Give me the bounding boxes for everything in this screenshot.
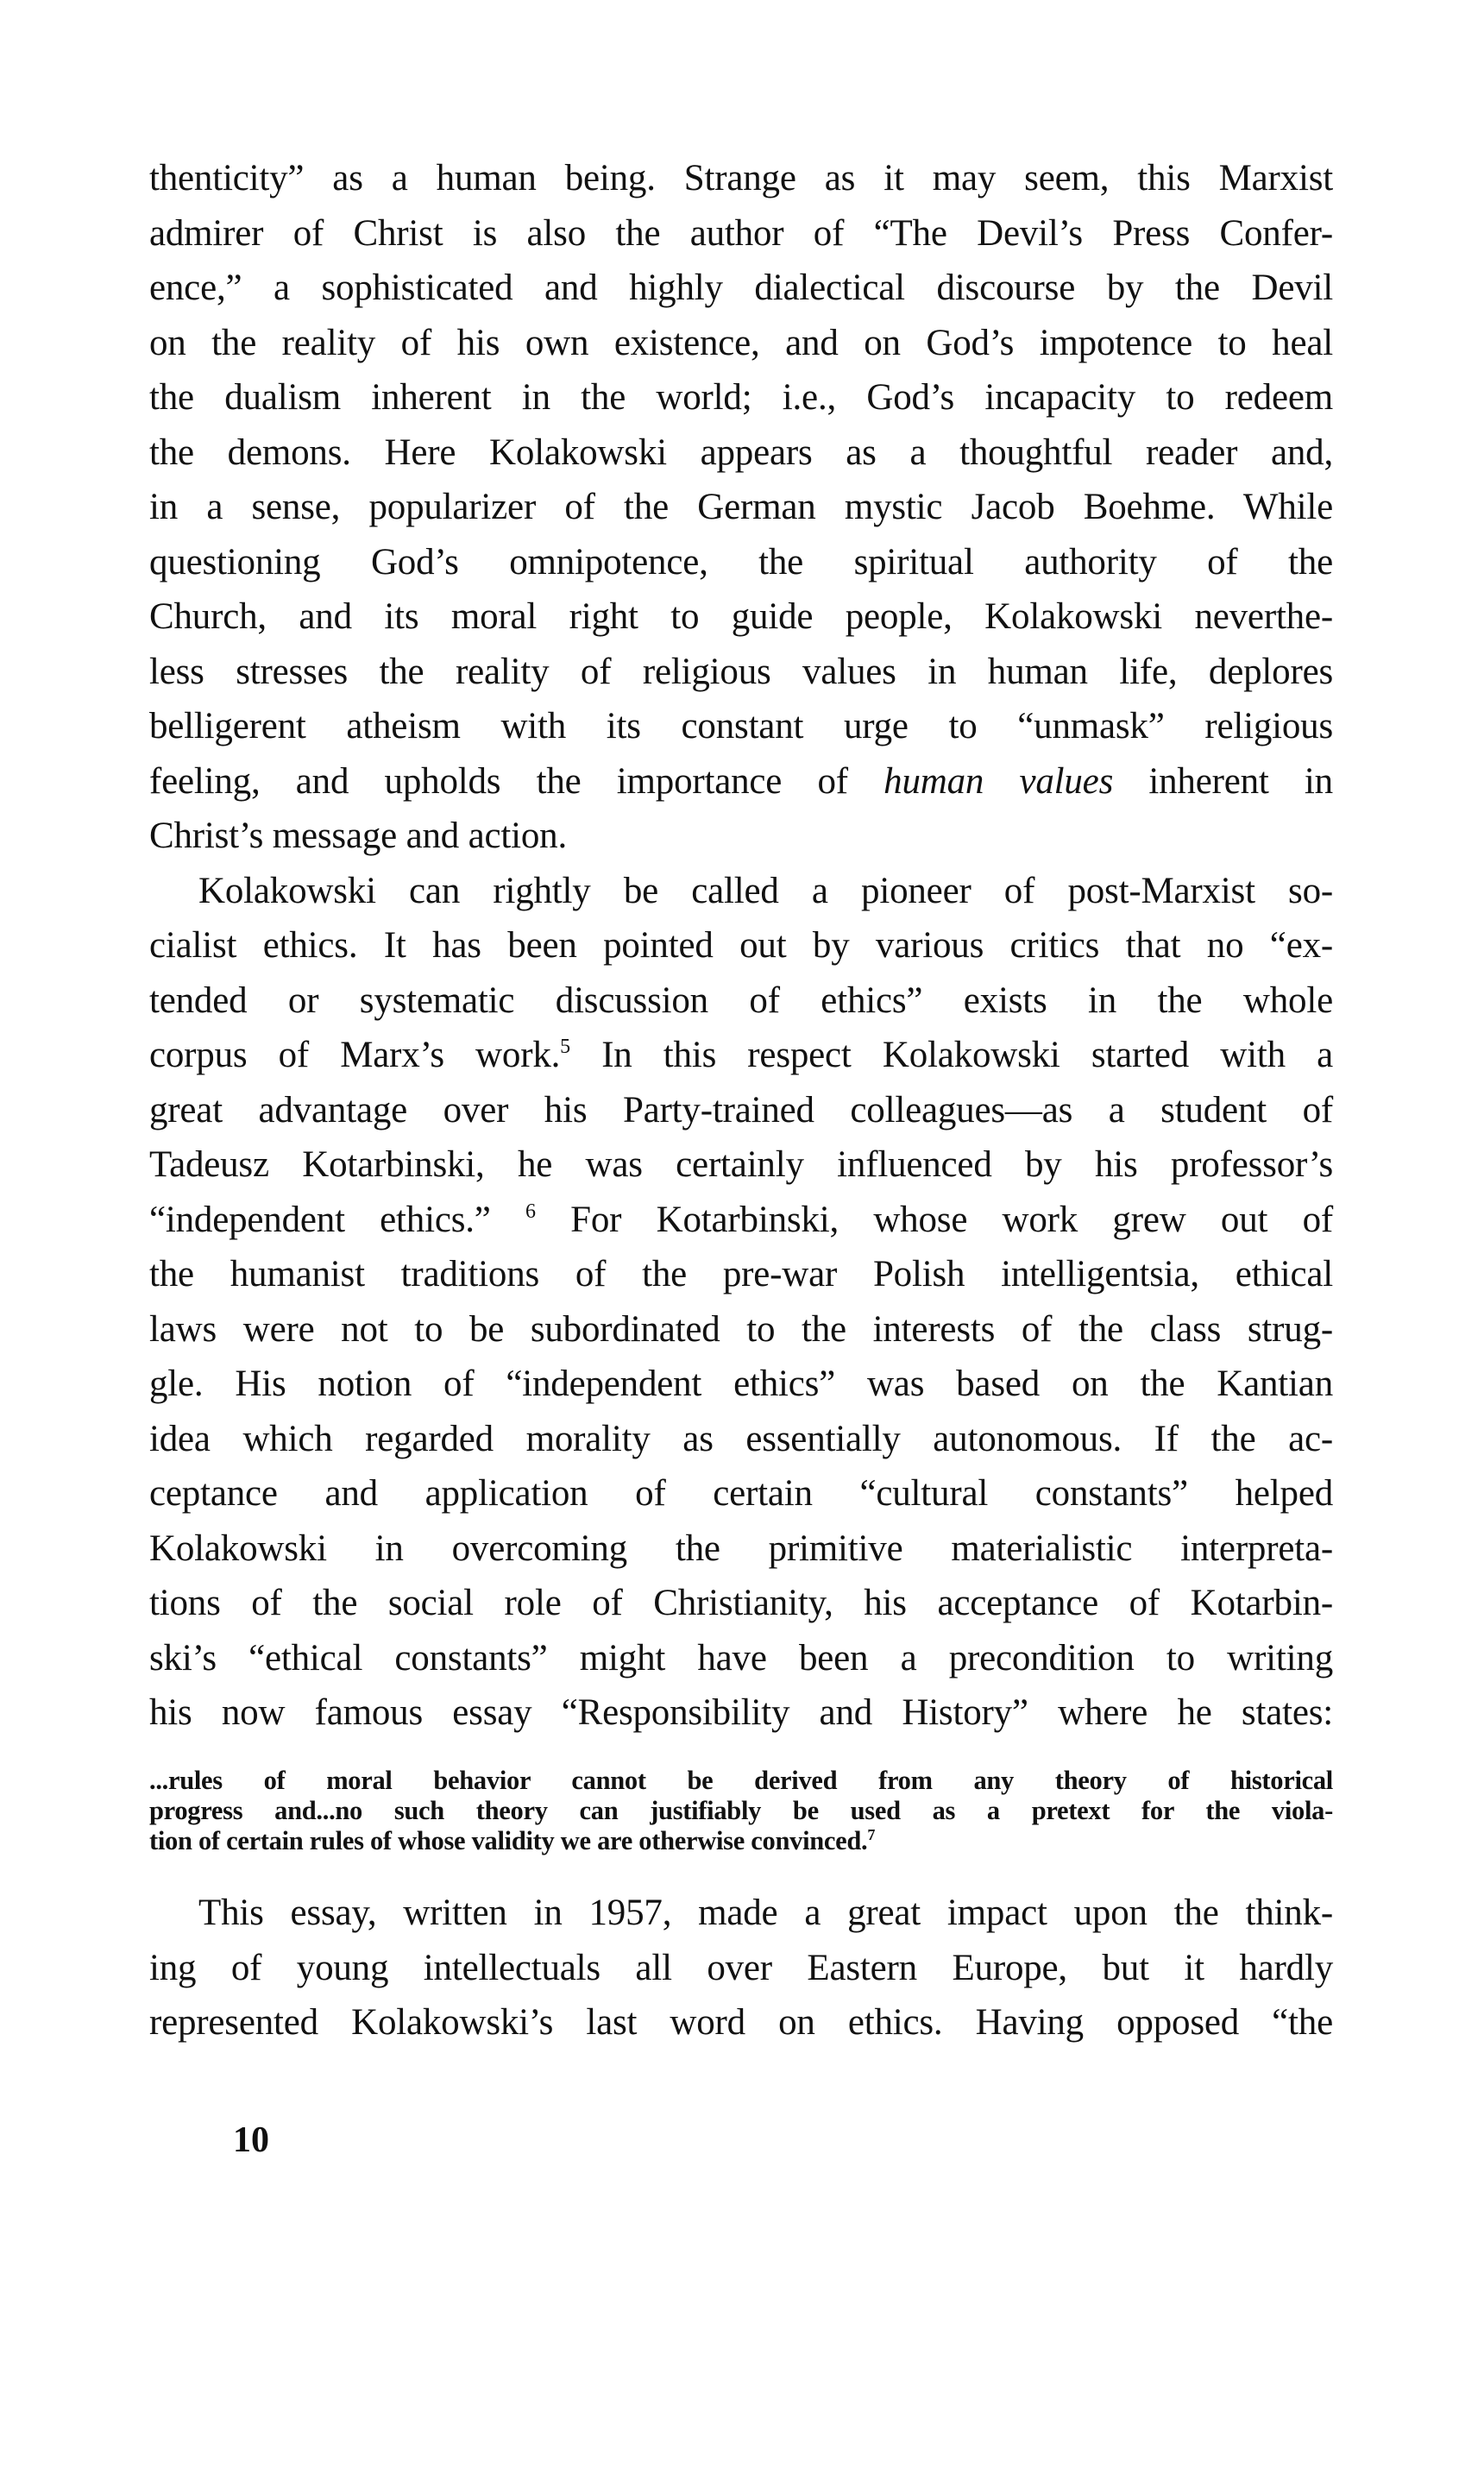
text-line: the demons. Here Kolakowski appears as a thoughtful reader and,	[149, 431, 1333, 473]
paragraph-2-first-line: Kolakowski can rightly be called a pioneer of post-Marxist so-	[198, 870, 1333, 911]
text-line: cialist ethics. It has been pointed out by various critics that no “ex-	[149, 925, 1333, 966]
text-line-with-footnote	[149, 1028, 1333, 1083]
quote-line: progress and...no such theory can justifiably be used as a pretext for the viola-	[149, 1796, 1333, 1825]
text-line: the humanist traditions of the pre-war Polish intelligentsia, ethical	[149, 1254, 1333, 1294]
text-line: tended or systematic discussion of ethics” exists in the whole	[149, 979, 1333, 1021]
quote-line-with-footnote	[149, 1826, 1333, 1856]
text-line: belligerent atheism with its constant urge to “unmask” religious	[149, 706, 1333, 746]
text-segment: corpus of Marx’s work.	[149, 1035, 561, 1075]
text-line: Tadeusz Kotarbinski, he was certainly influenced by his professor’s	[149, 1144, 1333, 1185]
text-line: the dualism inherent in the world; i.e., God’s incapacity to redeem	[149, 377, 1333, 418]
text-line: his now famous essay “Responsibility and History” where he states:	[149, 1692, 1333, 1733]
text-line: admirer of Christ is also the author of “The Devil’s Press Confer-	[149, 212, 1333, 254]
text-line-with-footnote	[149, 1193, 1333, 1248]
emphasis-human-values: human values	[883, 760, 1114, 802]
footnote-marker-7[interactable]: 7	[867, 1826, 876, 1843]
paragraph-3	[149, 1886, 1333, 2050]
text-line-with-emphasis	[149, 754, 1333, 809]
paragraph-1	[149, 151, 1333, 1741]
text-line: laws were not to be subordinated to the interests of the class strug-	[149, 1308, 1333, 1350]
text-line: questioning God’s omnipotence, the spiritual authority of the	[149, 541, 1333, 583]
text-line: ceptance and application of certain “cultural constants” helped	[149, 1473, 1333, 1514]
page-number: 10	[233, 2120, 269, 2160]
text-line: less stresses the reality of religious values in human life, deplores	[149, 651, 1333, 692]
text-line: on the reality of his own existence, and on God’s impotence to heal	[149, 322, 1333, 363]
text-line: Church, and its moral right to guide people, Kolakowski neverthe-	[149, 596, 1333, 637]
text-line: Kolakowski in overcoming the primitive materialistic interpreta-	[149, 1527, 1333, 1569]
text-segment: feeling, and upholds the importance of	[149, 760, 848, 802]
text-segment: In this respect Kolakowski started with a	[601, 1035, 1333, 1075]
text-line: idea which regarded morality as essentially autonomous. If the ac-	[149, 1418, 1333, 1459]
text-line: in a sense, popularizer of the German mystic Jacob Boehme. While	[149, 487, 1333, 527]
footnote-marker-5[interactable]: 5	[560, 1036, 570, 1058]
text-line: Christ’s message and action.	[149, 816, 568, 856]
text-line: ence,” a sophisticated and highly dialectical discourse by the Devil	[149, 268, 1333, 308]
text-segment: inherent in	[1148, 760, 1333, 802]
footnote-marker-6[interactable]: 6	[525, 1200, 536, 1223]
text-line: tions of the social role of Christianity, his acceptance of Kotarbin-	[149, 1583, 1333, 1623]
text-line: represented Kolakowski’s last word on ethics. Having opposed “the	[149, 2002, 1333, 2043]
text-segment: For Kotarbinski, whose work grew out of	[570, 1199, 1333, 1240]
text-segment: “independent ethics.”	[149, 1199, 491, 1240]
text-line: great advantage over his Party-trained colleagues—as a student of	[149, 1089, 1333, 1131]
text-line: thenticity” as a human being. Strange as it may seem, this Marxist	[149, 158, 1333, 198]
paragraph-3-first-line: This essay, written in 1957, made a great impact upon the think-	[198, 1893, 1333, 1933]
block-quote	[149, 1766, 1333, 1856]
text-line: gle. His notion of “independent ethics” was based on the Kantian	[149, 1364, 1333, 1404]
text-line: ing of young intellectuals all over Eastern Europe, but it hardly	[149, 1947, 1333, 1988]
quote-line: ...rules of moral behavior cannot be derived from any theory of historical	[149, 1766, 1333, 1795]
text-line: ski’s “ethical constants” might have been a precondition to writing	[149, 1637, 1333, 1679]
text-segment: tion of certain rules of whose validity we are otherwise convinced.	[149, 1826, 868, 1855]
